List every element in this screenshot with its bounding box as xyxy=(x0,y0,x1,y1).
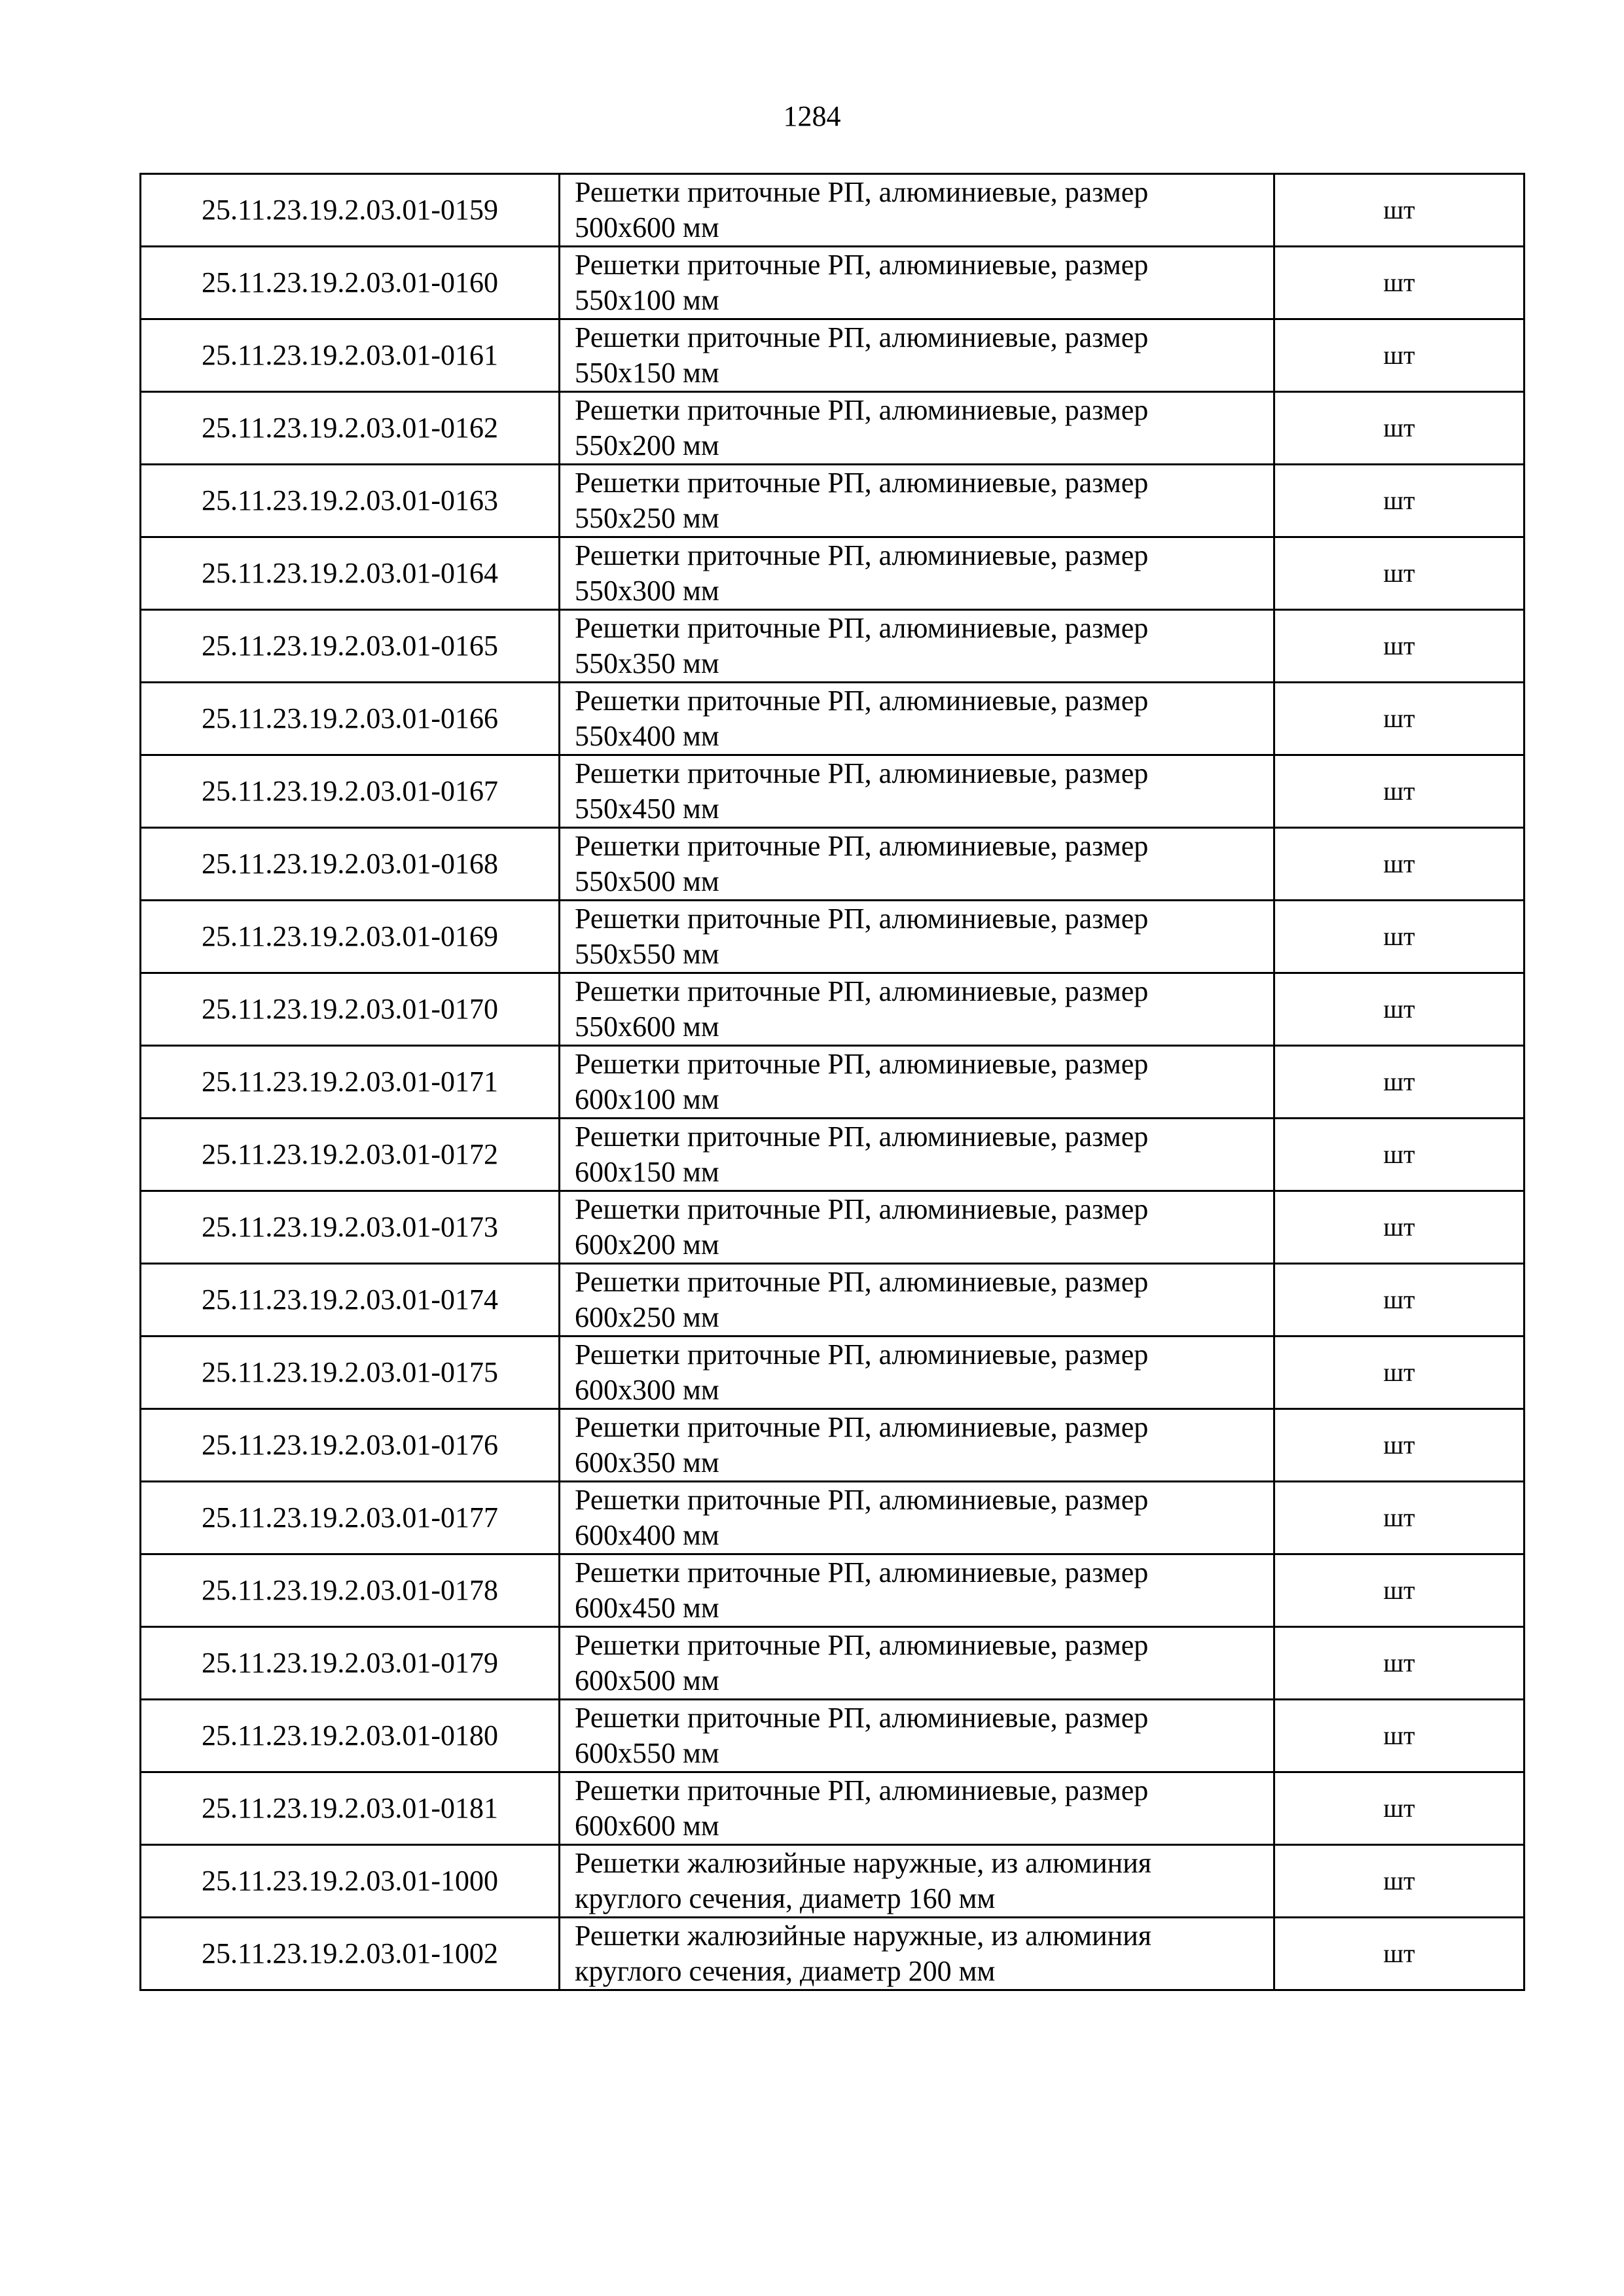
item-name-line: 600х250 мм xyxy=(575,1301,719,1333)
item-code-cell: 25.11.23.19.2.03.01-0160 xyxy=(141,247,560,319)
item-name-line: Решетки приточные РП, алюминиевые, размер xyxy=(575,975,1149,1007)
item-code-cell: 25.11.23.19.2.03.01-1000 xyxy=(141,1845,560,1918)
table-row xyxy=(141,828,1525,901)
item-name-cell xyxy=(560,610,1274,683)
item-name-line: 550х500 мм xyxy=(575,865,719,897)
item-code-cell: 25.11.23.19.2.03.01-0162 xyxy=(141,392,560,465)
item-name-cell xyxy=(560,1554,1274,1627)
item-name-line: Решетки приточные РП, алюминиевые, размер xyxy=(575,467,1149,499)
item-name-line: Решетки приточные РП, алюминиевые, размер xyxy=(575,1484,1149,1516)
item-unit-cell: шт xyxy=(1274,319,1525,392)
item-name-cell xyxy=(560,1046,1274,1119)
item-name-line: Решетки приточные РП, алюминиевые, размер xyxy=(575,830,1149,862)
item-name-line: 600х300 мм xyxy=(575,1374,719,1406)
item-name-line: 600х450 мм xyxy=(575,1592,719,1624)
table-row xyxy=(141,1336,1525,1409)
item-unit-cell: шт xyxy=(1274,1482,1525,1554)
table-row xyxy=(141,1264,1525,1336)
item-name-cell xyxy=(560,1409,1274,1482)
item-name-line: Решетки приточные РП, алюминиевые, размер xyxy=(575,757,1149,789)
table-row xyxy=(141,174,1525,247)
table-row xyxy=(141,392,1525,465)
item-unit-cell: шт xyxy=(1274,973,1525,1046)
item-name-cell xyxy=(560,683,1274,755)
item-name-line: 550х350 мм xyxy=(575,647,719,679)
item-code-cell: 25.11.23.19.2.03.01-0163 xyxy=(141,465,560,537)
table-row xyxy=(141,1046,1525,1119)
item-code-cell: 25.11.23.19.2.03.01-0170 xyxy=(141,973,560,1046)
item-name-line: Решетки приточные РП, алюминиевые, размер xyxy=(575,1338,1149,1371)
item-name-cell xyxy=(560,755,1274,828)
item-unit-cell: шт xyxy=(1274,610,1525,683)
table-row xyxy=(141,973,1525,1046)
item-name-line: 550х150 мм xyxy=(575,357,719,389)
item-name-cell xyxy=(560,247,1274,319)
item-unit-cell: шт xyxy=(1274,683,1525,755)
item-name-cell xyxy=(560,1845,1274,1918)
table-row xyxy=(141,247,1525,319)
item-name-line: 600х500 мм xyxy=(575,1664,719,1696)
item-name-line: 600х200 мм xyxy=(575,1229,719,1261)
item-name-cell xyxy=(560,1482,1274,1554)
item-name-line: 550х450 мм xyxy=(575,793,719,825)
item-name-cell xyxy=(560,1336,1274,1409)
item-name-line: 600х350 мм xyxy=(575,1446,719,1479)
item-name-line: 550х100 мм xyxy=(575,284,719,316)
item-unit-cell: шт xyxy=(1274,1264,1525,1336)
item-name-line: 600х150 мм xyxy=(575,1156,719,1188)
table-row xyxy=(141,465,1525,537)
item-name-cell xyxy=(560,1772,1274,1845)
item-unit-cell: шт xyxy=(1274,1918,1525,1990)
item-unit-cell: шт xyxy=(1274,1772,1525,1845)
table-row xyxy=(141,537,1525,610)
item-name-line: 550х250 мм xyxy=(575,502,719,534)
item-name-cell xyxy=(560,174,1274,247)
item-name-cell xyxy=(560,1264,1274,1336)
item-name-line: 550х200 мм xyxy=(575,429,719,461)
item-code-cell: 25.11.23.19.2.03.01-0171 xyxy=(141,1046,560,1119)
item-unit-cell: шт xyxy=(1274,465,1525,537)
item-code-cell: 25.11.23.19.2.03.01-0172 xyxy=(141,1119,560,1191)
item-unit-cell: шт xyxy=(1274,901,1525,973)
table-row xyxy=(141,1191,1525,1264)
table-row xyxy=(141,1772,1525,1845)
item-name-line: Решетки приточные РП, алюминиевые, размер xyxy=(575,1411,1149,1443)
table-row xyxy=(141,1845,1525,1918)
item-name-line: Решетки приточные РП, алюминиевые, размер xyxy=(575,1702,1149,1734)
item-code-cell: 25.11.23.19.2.03.01-0175 xyxy=(141,1336,560,1409)
item-unit-cell: шт xyxy=(1274,1336,1525,1409)
item-name-line: Решетки приточные РП, алюминиевые, размер xyxy=(575,321,1149,353)
item-name-line: 550х300 мм xyxy=(575,575,719,607)
item-name-line: 550х400 мм xyxy=(575,720,719,752)
table-row xyxy=(141,1700,1525,1772)
item-code-cell: 25.11.23.19.2.03.01-0167 xyxy=(141,755,560,828)
item-name-line: Решетки приточные РП, алюминиевые, размер xyxy=(575,539,1149,571)
item-unit-cell: шт xyxy=(1274,1119,1525,1191)
item-name-line: Решетки приточные РП, алюминиевые, размер xyxy=(575,612,1149,644)
item-name-cell xyxy=(560,973,1274,1046)
item-unit-cell: шт xyxy=(1274,537,1525,610)
item-name-line: Решетки приточные РП, алюминиевые, размер xyxy=(575,903,1149,935)
item-name-line: Решетки приточные РП, алюминиевые, размер xyxy=(575,176,1149,208)
item-code-cell: 25.11.23.19.2.03.01-0179 xyxy=(141,1627,560,1700)
item-unit-cell: шт xyxy=(1274,1845,1525,1918)
item-name-line: 500х600 мм xyxy=(575,211,719,243)
item-name-line: Решетки жалюзийные наружные, из алюминия xyxy=(575,1920,1152,1952)
page-number: 1284 xyxy=(783,100,841,132)
item-name-line: Решетки приточные РП, алюминиевые, размер xyxy=(575,394,1149,426)
item-name-line: Решетки приточные РП, алюминиевые, размер xyxy=(575,249,1149,281)
table-row xyxy=(141,1554,1525,1627)
item-code-cell: 25.11.23.19.2.03.01-0174 xyxy=(141,1264,560,1336)
item-code-cell: 25.11.23.19.2.03.01-0166 xyxy=(141,683,560,755)
item-name-line: Решетки приточные РП, алюминиевые, размер xyxy=(575,685,1149,717)
item-name-cell xyxy=(560,901,1274,973)
table-row xyxy=(141,319,1525,392)
item-unit-cell: шт xyxy=(1274,1191,1525,1264)
item-name-line: Решетки приточные РП, алюминиевые, размер xyxy=(575,1266,1149,1298)
table-row xyxy=(141,1627,1525,1700)
table-row xyxy=(141,755,1525,828)
item-unit-cell: шт xyxy=(1274,1554,1525,1627)
item-name-cell xyxy=(560,465,1274,537)
table-row xyxy=(141,1918,1525,1990)
item-name-line: 550х600 мм xyxy=(575,1011,719,1043)
table-row xyxy=(141,1409,1525,1482)
item-name-cell xyxy=(560,828,1274,901)
item-name-line: Решетки приточные РП, алюминиевые, размер xyxy=(575,1048,1149,1080)
table-row xyxy=(141,610,1525,683)
item-unit-cell: шт xyxy=(1274,247,1525,319)
item-code-cell: 25.11.23.19.2.03.01-0164 xyxy=(141,537,560,610)
item-name-cell xyxy=(560,1627,1274,1700)
item-code-cell: 25.11.23.19.2.03.01-0177 xyxy=(141,1482,560,1554)
item-unit-cell: шт xyxy=(1274,392,1525,465)
table-row xyxy=(141,1482,1525,1554)
table-row xyxy=(141,901,1525,973)
item-name-line: 600х600 мм xyxy=(575,1810,719,1842)
item-unit-cell: шт xyxy=(1274,828,1525,901)
item-name-line: Решетки приточные РП, алюминиевые, размер xyxy=(575,1629,1149,1661)
item-name-cell xyxy=(560,319,1274,392)
item-name-line: Решетки приточные РП, алюминиевые, размер xyxy=(575,1774,1149,1806)
item-code-cell: 25.11.23.19.2.03.01-0159 xyxy=(141,174,560,247)
item-name-line: 600х550 мм xyxy=(575,1737,719,1769)
item-name-cell xyxy=(560,1918,1274,1990)
item-code-cell: 25.11.23.19.2.03.01-0169 xyxy=(141,901,560,973)
item-code-cell: 25.11.23.19.2.03.01-0165 xyxy=(141,610,560,683)
item-unit-cell: шт xyxy=(1274,1409,1525,1482)
item-unit-cell: шт xyxy=(1274,1627,1525,1700)
item-name-cell xyxy=(560,392,1274,465)
item-code-cell: 25.11.23.19.2.03.01-0173 xyxy=(141,1191,560,1264)
item-name-cell xyxy=(560,1119,1274,1191)
item-name-line: Решетки приточные РП, алюминиевые, размер xyxy=(575,1121,1149,1153)
item-name-line: круглого сечения, диаметр 160 мм xyxy=(575,1882,996,1914)
item-name-line: Решетки приточные РП, алюминиевые, размер xyxy=(575,1556,1149,1588)
table-row xyxy=(141,1119,1525,1191)
item-code-cell: 25.11.23.19.2.03.01-0180 xyxy=(141,1700,560,1772)
item-name-cell xyxy=(560,1191,1274,1264)
item-code-cell: 25.11.23.19.2.03.01-0168 xyxy=(141,828,560,901)
item-name-line: Решетки приточные РП, алюминиевые, размер xyxy=(575,1193,1149,1225)
item-name-line: 600х100 мм xyxy=(575,1083,719,1115)
item-name-line: 600х400 мм xyxy=(575,1519,719,1551)
item-name-line: Решетки жалюзийные наружные, из алюминия xyxy=(575,1847,1152,1879)
item-code-cell: 25.11.23.19.2.03.01-0178 xyxy=(141,1554,560,1627)
item-name-line: круглого сечения, диаметр 200 мм xyxy=(575,1955,996,1987)
item-code-cell: 25.11.23.19.2.03.01-0161 xyxy=(141,319,560,392)
item-name-line: 550х550 мм xyxy=(575,938,719,970)
item-code-cell: 25.11.23.19.2.03.01-1002 xyxy=(141,1918,560,1990)
catalog-table xyxy=(139,173,1525,1991)
item-unit-cell: шт xyxy=(1274,1046,1525,1119)
catalog-table-body xyxy=(141,174,1525,1990)
table-row xyxy=(141,683,1525,755)
item-code-cell: 25.11.23.19.2.03.01-0176 xyxy=(141,1409,560,1482)
item-name-cell xyxy=(560,537,1274,610)
item-unit-cell: шт xyxy=(1274,174,1525,247)
item-unit-cell: шт xyxy=(1274,1700,1525,1772)
item-name-cell xyxy=(560,1700,1274,1772)
item-unit-cell: шт xyxy=(1274,755,1525,828)
item-code-cell: 25.11.23.19.2.03.01-0181 xyxy=(141,1772,560,1845)
